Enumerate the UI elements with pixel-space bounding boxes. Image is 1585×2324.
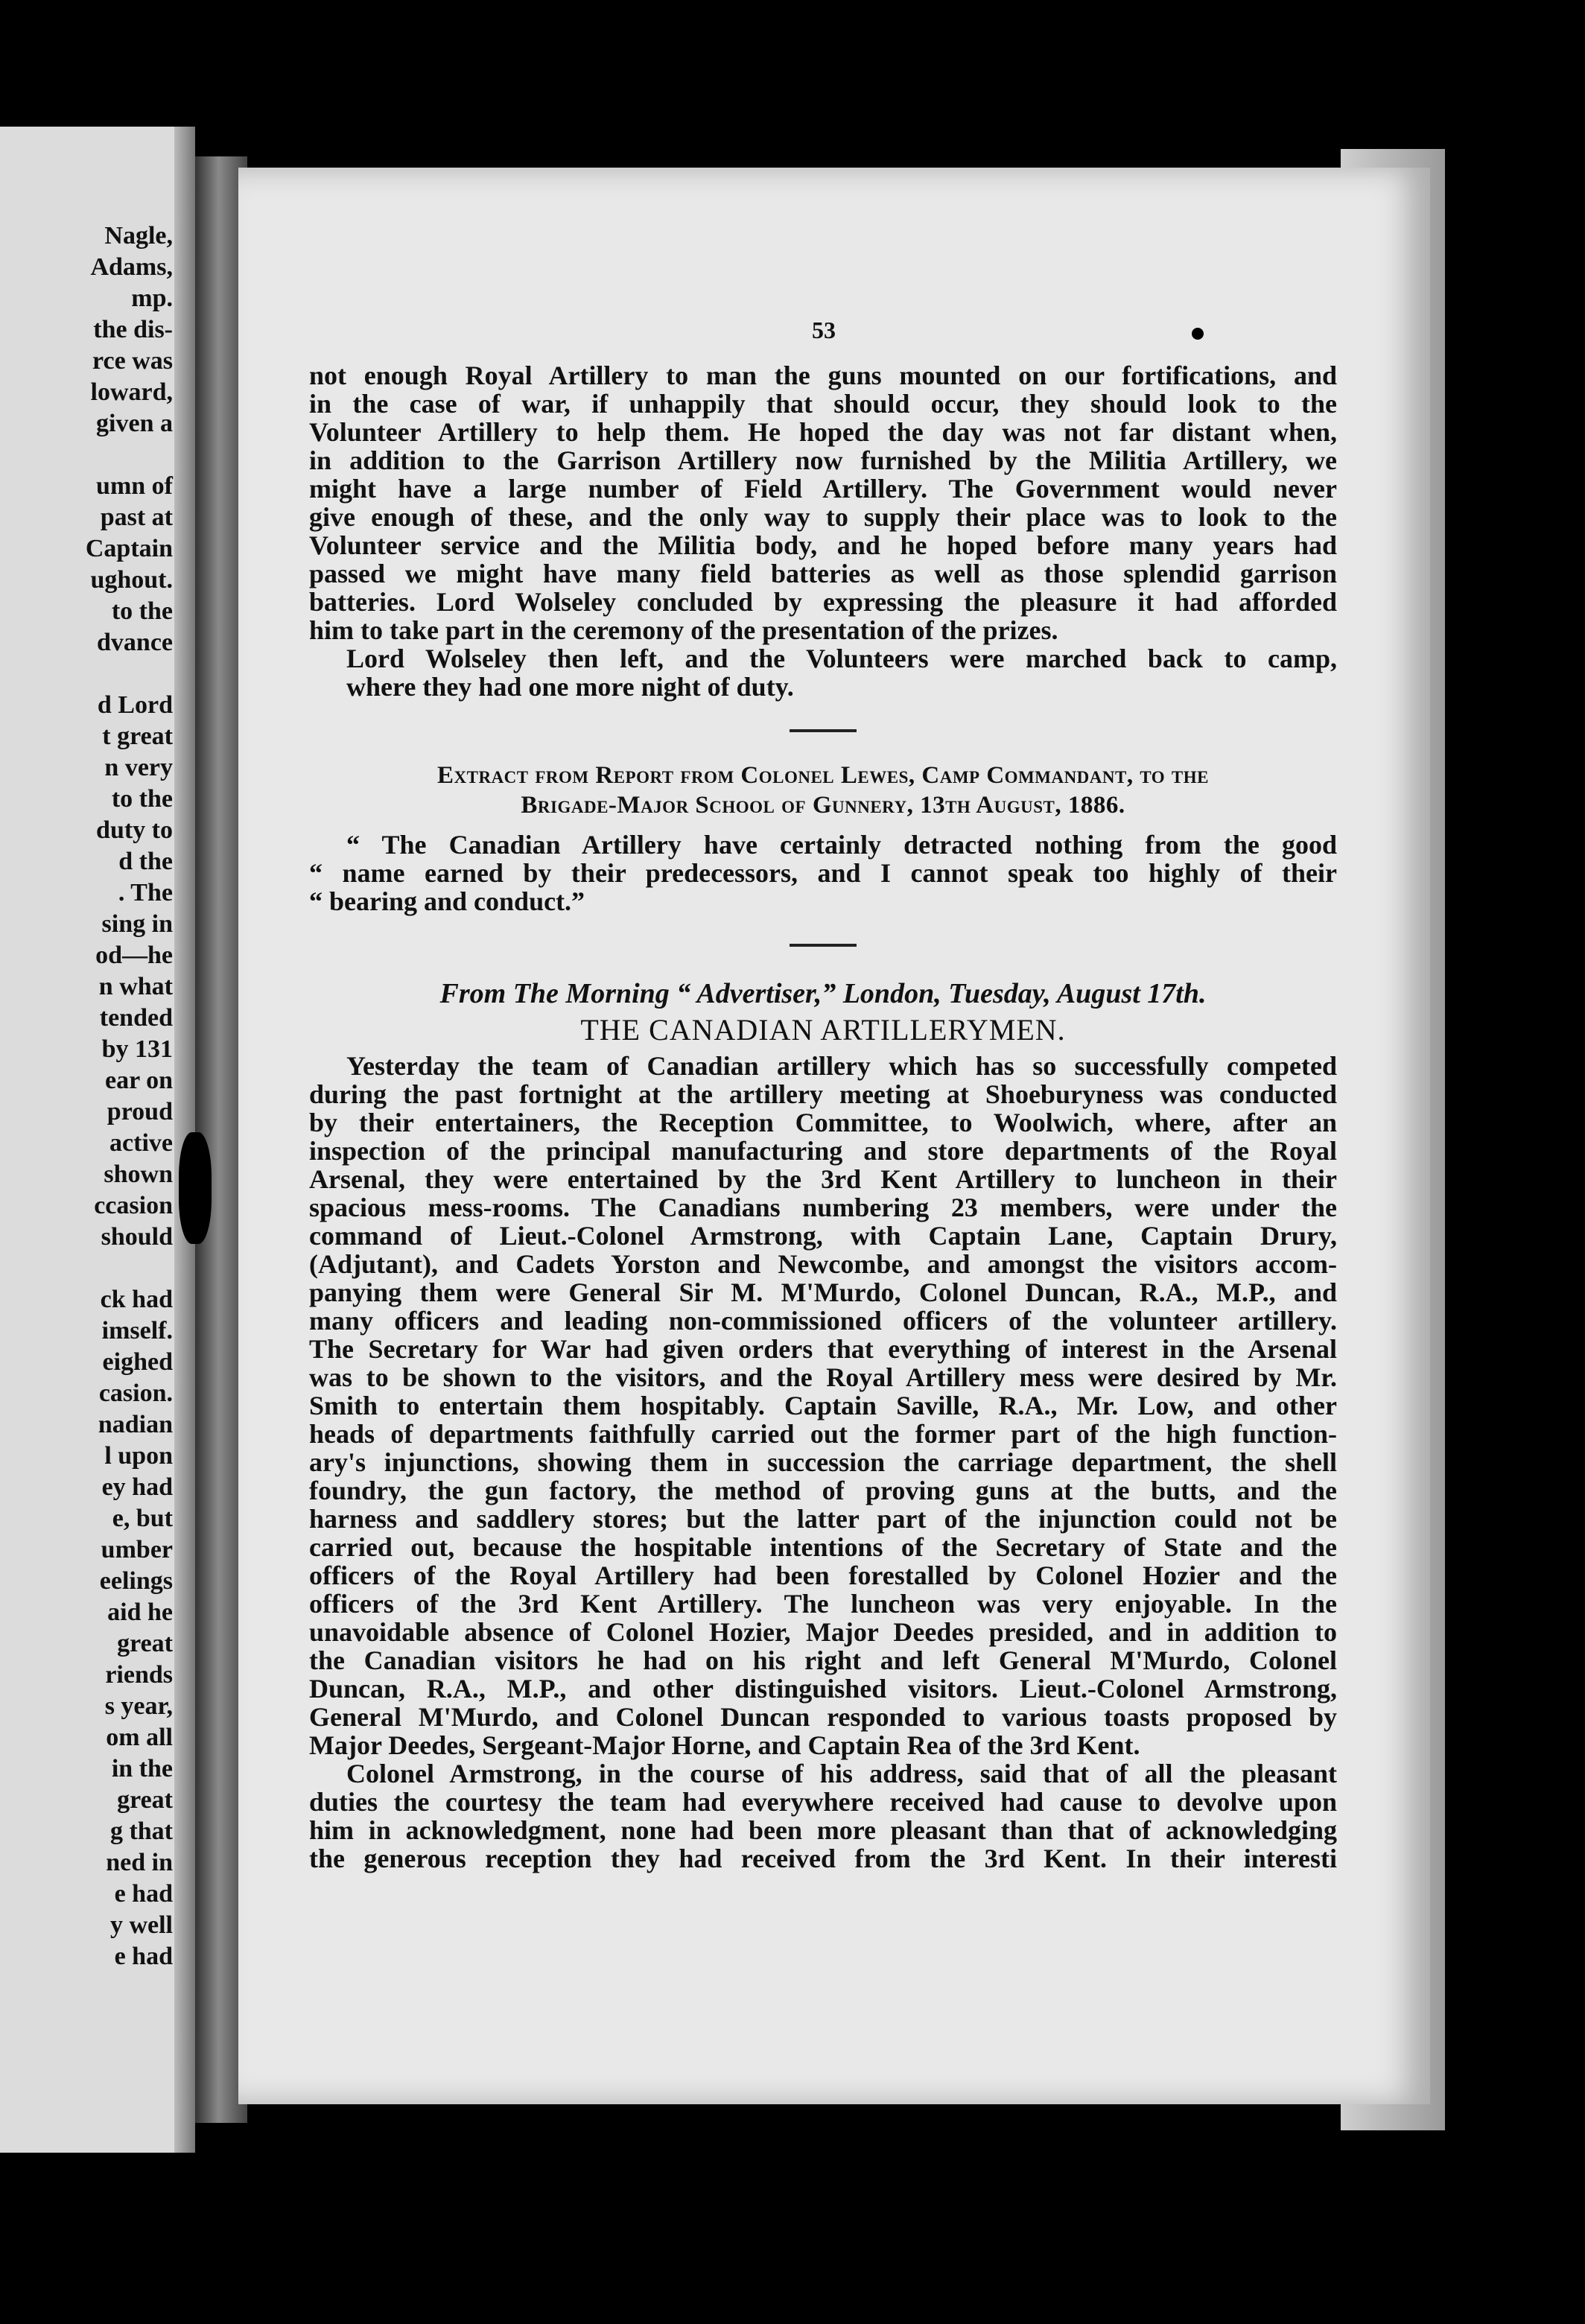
- facing-page-line: nadian: [98, 1411, 173, 1438]
- facing-page-line: aid he: [107, 1598, 173, 1626]
- extract-heading: [309, 761, 1337, 820]
- facing-page-line: umber: [101, 1536, 173, 1563]
- facing-page-line: Adams,: [90, 253, 173, 281]
- page-body: [309, 317, 1337, 1873]
- para3-line: during the past fortnight at the artillery meeting at Shoeburyness was conducted: [309, 1079, 1337, 1109]
- facing-page-line: in the: [111, 1755, 173, 1782]
- facing-page-line: d the: [118, 848, 173, 875]
- para2-line: where they had one more night of duty.: [346, 672, 794, 702]
- para3-line: inspection of the principal manufacturing and store departments of the Royal: [309, 1136, 1337, 1166]
- facing-page-line: d Lord: [97, 691, 173, 719]
- facing-page-line: n what: [98, 973, 173, 1000]
- para3-line: command of Lieut.-Colonel Armstrong, with Captain Lane, Captain Drury,: [309, 1221, 1337, 1251]
- para3-line: officers of the Royal Artillery had been forestalled by Colonel Hozier and the: [309, 1561, 1337, 1590]
- para1-line: Volunteer Artillery to help them. He hoped the day was not far distant when,: [309, 417, 1337, 447]
- para3-line: officers of the 3rd Kent Artillery. The luncheon was very enjoyable. In the: [309, 1589, 1337, 1619]
- facing-page-line: . The: [118, 879, 173, 907]
- extract-heading-line: Brigade-Major School of Gunnery, 13th August, 1886.: [521, 792, 1125, 819]
- para3-line: ary's injunctions, showing them in succession the carriage department, the shell: [309, 1447, 1337, 1477]
- para3-line: Smith to entertain them hospitably. Captain Saville, R.A., Mr. Low, and other: [309, 1391, 1337, 1420]
- para3-line: unavoidable absence of Colonel Hozier, Major Deedes presided, and in addition to: [309, 1617, 1337, 1647]
- facing-page-line: s year,: [104, 1692, 173, 1720]
- facing-page-line: l upon: [104, 1442, 173, 1470]
- facing-page-line: duty to: [96, 816, 173, 844]
- para1-line: in addition to the Garrison Artillery now furnished by the Militia Artillery, we: [309, 445, 1337, 475]
- para3-line: carried out, because the hospitable intentions of the Secretary of State and the: [309, 1532, 1337, 1562]
- facing-page-line: sing in: [101, 910, 173, 938]
- facing-page-line: ughout.: [90, 566, 173, 594]
- extract-heading-line: Extract from Report from Colonel Lewes, Camp Commandant, to the: [437, 762, 1209, 789]
- para3-line: Duncan, R.A., M.P., and other distinguished visitors. Lieut.-Colonel Armstrong,: [309, 1674, 1337, 1704]
- para2-line: Lord Wolseley then left, and the Volunteers were marched back to camp,: [346, 644, 1337, 673]
- para1-line: Volunteer service and the Militia body, and he hoped before many years had: [309, 530, 1337, 560]
- report-quote: [309, 831, 1337, 915]
- para4-line: Colonel Armstrong, in the course of his address, said that of all the pleasant: [346, 1759, 1337, 1788]
- para3-line: Major Deedes, Sergeant-Major Horne, and Captain Rea of the 3rd Kent.: [309, 1730, 1140, 1760]
- para1-line: batteries. Lord Wolseley concluded by expressing the pleasure it had afforded: [309, 587, 1337, 617]
- quote-line: “ name earned by their predecessors, and I cannot speak too highly of their: [309, 858, 1337, 888]
- facing-page-line: y well: [109, 1911, 173, 1939]
- facing-page-line: shown: [104, 1161, 173, 1188]
- para1-line: give enough of these, and the only way to supply their place was to look to the: [309, 502, 1337, 532]
- para1-line: him to take part in the ceremony of the presentation of the prizes.: [309, 615, 1058, 645]
- para4-line: him in acknowledgment, none had been more pleasant than that of acknowledging: [309, 1815, 1337, 1845]
- facing-page-line: ck had: [100, 1286, 173, 1313]
- section-divider: [790, 944, 857, 947]
- newspaper-source-line: From The Morning “ Advertiser,” London, Tuesday, August 17th.: [439, 978, 1207, 1009]
- facing-page-line: should: [101, 1223, 173, 1251]
- article-title: THE CANADIAN ARTILLERYMEN.: [580, 1013, 1066, 1047]
- facing-page-line: to the: [111, 785, 173, 813]
- facing-page-line: Nagle,: [104, 222, 173, 250]
- facing-page-line: rce was: [92, 347, 173, 375]
- quote-line: “ bearing and conduct.”: [309, 886, 585, 916]
- facing-page-line: dvance: [97, 629, 173, 656]
- facing-page-line: ned in: [106, 1849, 173, 1876]
- para1-line: might have a large number of Field Artillery. The Government would never: [309, 474, 1337, 504]
- quote-line: “ The Canadian Artillery have certainly detracted nothing from the good: [346, 830, 1337, 860]
- facing-page-line: g that: [109, 1817, 173, 1845]
- paragraph-woolwich-visit: [309, 1052, 1337, 1759]
- facing-page-line: great: [117, 1630, 173, 1657]
- facing-page-line: tended: [99, 1004, 173, 1032]
- facing-page-line: the dis-: [93, 316, 173, 343]
- para3-line: the Canadian visitors he had on his right and left General M'Murdo, Colonel: [309, 1645, 1337, 1675]
- page-number: 53: [812, 317, 836, 343]
- facing-page-line: active: [109, 1129, 173, 1157]
- section-divider: [790, 729, 857, 732]
- facing-page-line: past at: [100, 504, 173, 531]
- facing-page-line: by 131: [101, 1035, 173, 1063]
- facing-page-line: e had: [114, 1880, 173, 1908]
- facing-page-line: to the: [111, 597, 173, 625]
- facing-page-fragment: [0, 127, 195, 2153]
- para3-line: (Adjutant), and Cadets Yorston and Newcombe, and amongst the visitors accom-: [309, 1249, 1337, 1279]
- para4-line: duties the courtesy the team had everywhere received had cause to devolve upon: [309, 1787, 1337, 1817]
- facing-page-line: om all: [106, 1724, 173, 1751]
- facing-page-line: umn of: [96, 472, 173, 500]
- binding-mark: [179, 1132, 212, 1244]
- facing-page-line: mp.: [131, 285, 173, 312]
- para3-line: heads of departments faithfully carried out the former part of the high function-: [309, 1419, 1337, 1449]
- para3-line: panying them were General Sir M. M'Murdo, Colonel Duncan, R.A., M.P., and: [309, 1277, 1337, 1307]
- paragraph-wolseley-departure: [309, 644, 1337, 701]
- facing-page-line: riends: [105, 1661, 173, 1689]
- facing-page-line: casion.: [98, 1380, 173, 1407]
- facing-page-line: n very: [104, 754, 173, 781]
- para1-line: in the case of war, if unhappily that should occur, they should look to the: [309, 389, 1337, 419]
- facing-page-line: ccasion: [94, 1192, 173, 1219]
- facing-page-line: eighed: [102, 1348, 173, 1376]
- para3-line: many officers and leading non-commissioned officers of the volunteer artillery.: [309, 1306, 1337, 1336]
- para3-line: foundry, the gun factory, the method of proving guns at the butts, and the: [309, 1476, 1337, 1505]
- facing-page-line: great: [117, 1786, 173, 1814]
- facing-page-line: loward,: [90, 378, 173, 406]
- para3-line: Arsenal, they were entertained by the 3rd Kent Artillery to luncheon in their: [309, 1164, 1337, 1194]
- facing-page-line: e had: [114, 1943, 173, 1970]
- document-page: [238, 168, 1430, 2104]
- paragraph-armstrong-address: [309, 1759, 1337, 1873]
- paragraph-wolseley-speech: [309, 361, 1337, 644]
- facing-page-line: od—he: [95, 942, 173, 969]
- facing-page-line: Captain: [85, 535, 173, 562]
- facing-page-line: given a: [96, 410, 173, 437]
- facing-page-line: imself.: [101, 1317, 173, 1344]
- para3-line: General M'Murdo, and Colonel Duncan responded to various toasts proposed by: [309, 1702, 1337, 1732]
- para4-line: the generous reception they had received from the 3rd Kent. In their interesti: [309, 1844, 1337, 1873]
- facing-page-line: ey had: [101, 1473, 173, 1501]
- para3-line: Yesterday the team of Canadian artillery which has so successfully competed: [346, 1051, 1337, 1081]
- para3-line: by their entertainers, the Reception Committee, to Woolwich, where, after an: [309, 1108, 1337, 1137]
- para1-line: passed we might have many field batteries as well as those splendid garrison: [309, 559, 1337, 588]
- facing-page-line: ear on: [105, 1067, 173, 1094]
- facing-page-line: e, but: [112, 1505, 173, 1532]
- facing-page-line: t great: [102, 723, 173, 750]
- para3-line: spacious mess-rooms. The Canadians numbering 23 members, were under the: [309, 1193, 1337, 1222]
- para3-line: harness and saddlery stores; but the latter part of the injunction could not be: [309, 1504, 1337, 1534]
- para3-line: The Secretary for War had given orders that everything of interest in the Arsenal: [309, 1334, 1337, 1364]
- facing-page-line: eelings: [99, 1567, 173, 1595]
- para1-line: not enough Royal Artillery to man the guns mounted on our fortifications, and: [309, 361, 1337, 390]
- para3-line: was to be shown to the visitors, and the Royal Artillery mess were desired by Mr.: [309, 1362, 1337, 1392]
- facing-page-line: proud: [107, 1098, 173, 1126]
